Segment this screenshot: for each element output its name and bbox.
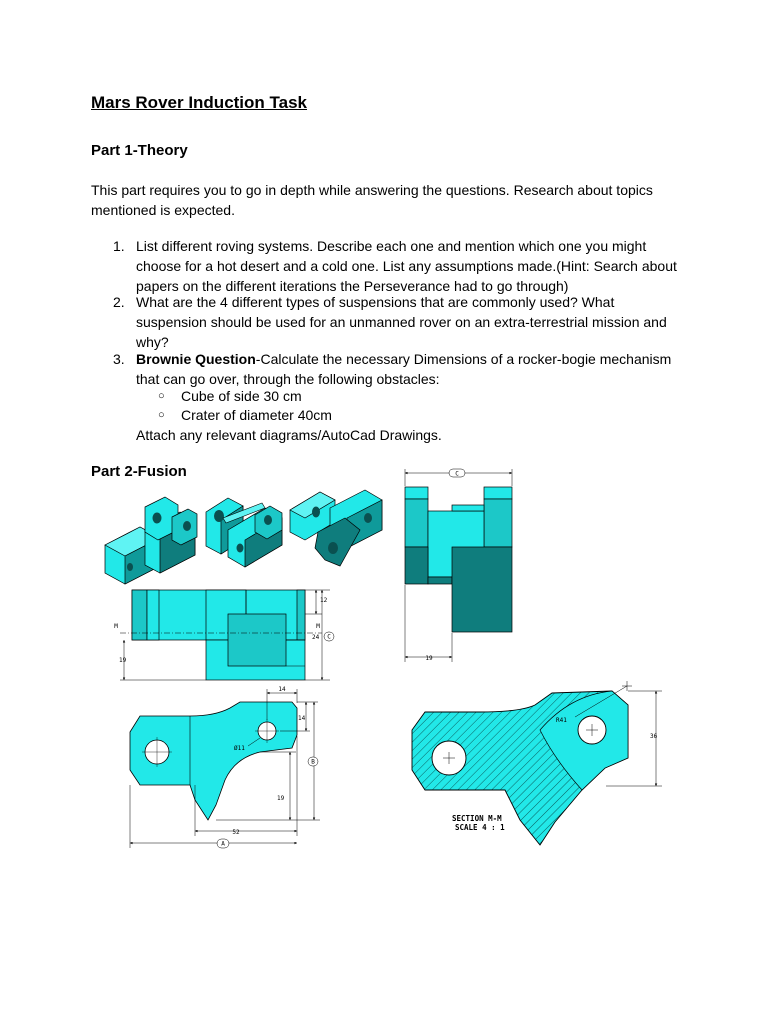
dim-label-19: 19 <box>277 795 285 802</box>
dim-label-r41: R41 <box>556 717 567 724</box>
bullet-icon: ○ <box>158 409 165 421</box>
dim-label-c: C <box>455 470 459 478</box>
item-number: 3. <box>113 351 125 367</box>
item-line: that can go over, through the following obstacles: <box>136 371 440 387</box>
dim-label-19: 19 <box>119 657 127 664</box>
item-number: 2. <box>113 294 125 310</box>
brownie-label: Brownie Question <box>136 351 256 367</box>
dim-label-12: 12 <box>320 597 328 604</box>
isometric-view-3 <box>290 490 382 566</box>
dim-label-dia11: Ø11 <box>234 745 245 752</box>
part1-heading: Part 1-Theory <box>91 142 188 159</box>
bullet-icon: ○ <box>158 390 165 402</box>
dim-label-c: C <box>327 633 331 641</box>
dim-label-b: B <box>311 758 315 766</box>
section-mark-m: M <box>114 623 118 630</box>
sub-item: Cube of side 30 cm <box>181 388 302 404</box>
dim-label-14: 14 <box>278 686 286 693</box>
dim-label-52: 52 <box>232 829 240 836</box>
item-line-rest: -Calculate the necessary Dimensions of a rocker-bogie mechanism <box>255 351 672 367</box>
item-line: papers on the different iterations the Perseverance had to go through) <box>136 278 569 294</box>
front-view <box>114 590 334 680</box>
dim-label-14: 14 <box>298 715 306 722</box>
isometric-view-1 <box>105 497 197 584</box>
intro-line: mentioned is expected. <box>91 202 235 218</box>
scale-caption: SCALE 4 : 1 <box>455 823 505 832</box>
sub-item: Crater of diameter 40cm <box>181 407 332 423</box>
isometric-view-2 <box>206 498 282 567</box>
part2-heading: Part 2-Fusion <box>91 463 187 480</box>
dim-label-36: 36 <box>650 733 658 740</box>
attach-note: Attach any relevant diagrams/AutoCad Drawings. <box>136 427 442 443</box>
item-line: List different roving systems. Describe each one and mention which one you might <box>136 238 647 254</box>
section-mark-m: M <box>316 623 320 630</box>
item-number: 1. <box>113 238 125 254</box>
top-view <box>130 686 320 848</box>
section-view <box>412 681 662 845</box>
item-line: why? <box>136 334 169 350</box>
side-view <box>405 469 512 662</box>
dim-label-24: 24 <box>312 634 320 641</box>
item-line: What are the 4 different types of suspensions that are commonly used? What <box>136 294 615 310</box>
dim-label-19: 19 <box>425 655 433 662</box>
intro-line: This part requires you to go in depth while answering the questions. Research about topics <box>91 182 653 198</box>
item-line: choose for a hot desert and a cold one. List any assumptions made.(Hint: Search about <box>136 258 677 274</box>
section-caption: SECTION M-M <box>452 814 502 823</box>
document-title: Mars Rover Induction Task <box>91 93 308 112</box>
dim-label-a: A <box>221 840 225 848</box>
item-line: suspension should be used for an unmanned rover on an extra-terrestrial mission and <box>136 314 667 330</box>
